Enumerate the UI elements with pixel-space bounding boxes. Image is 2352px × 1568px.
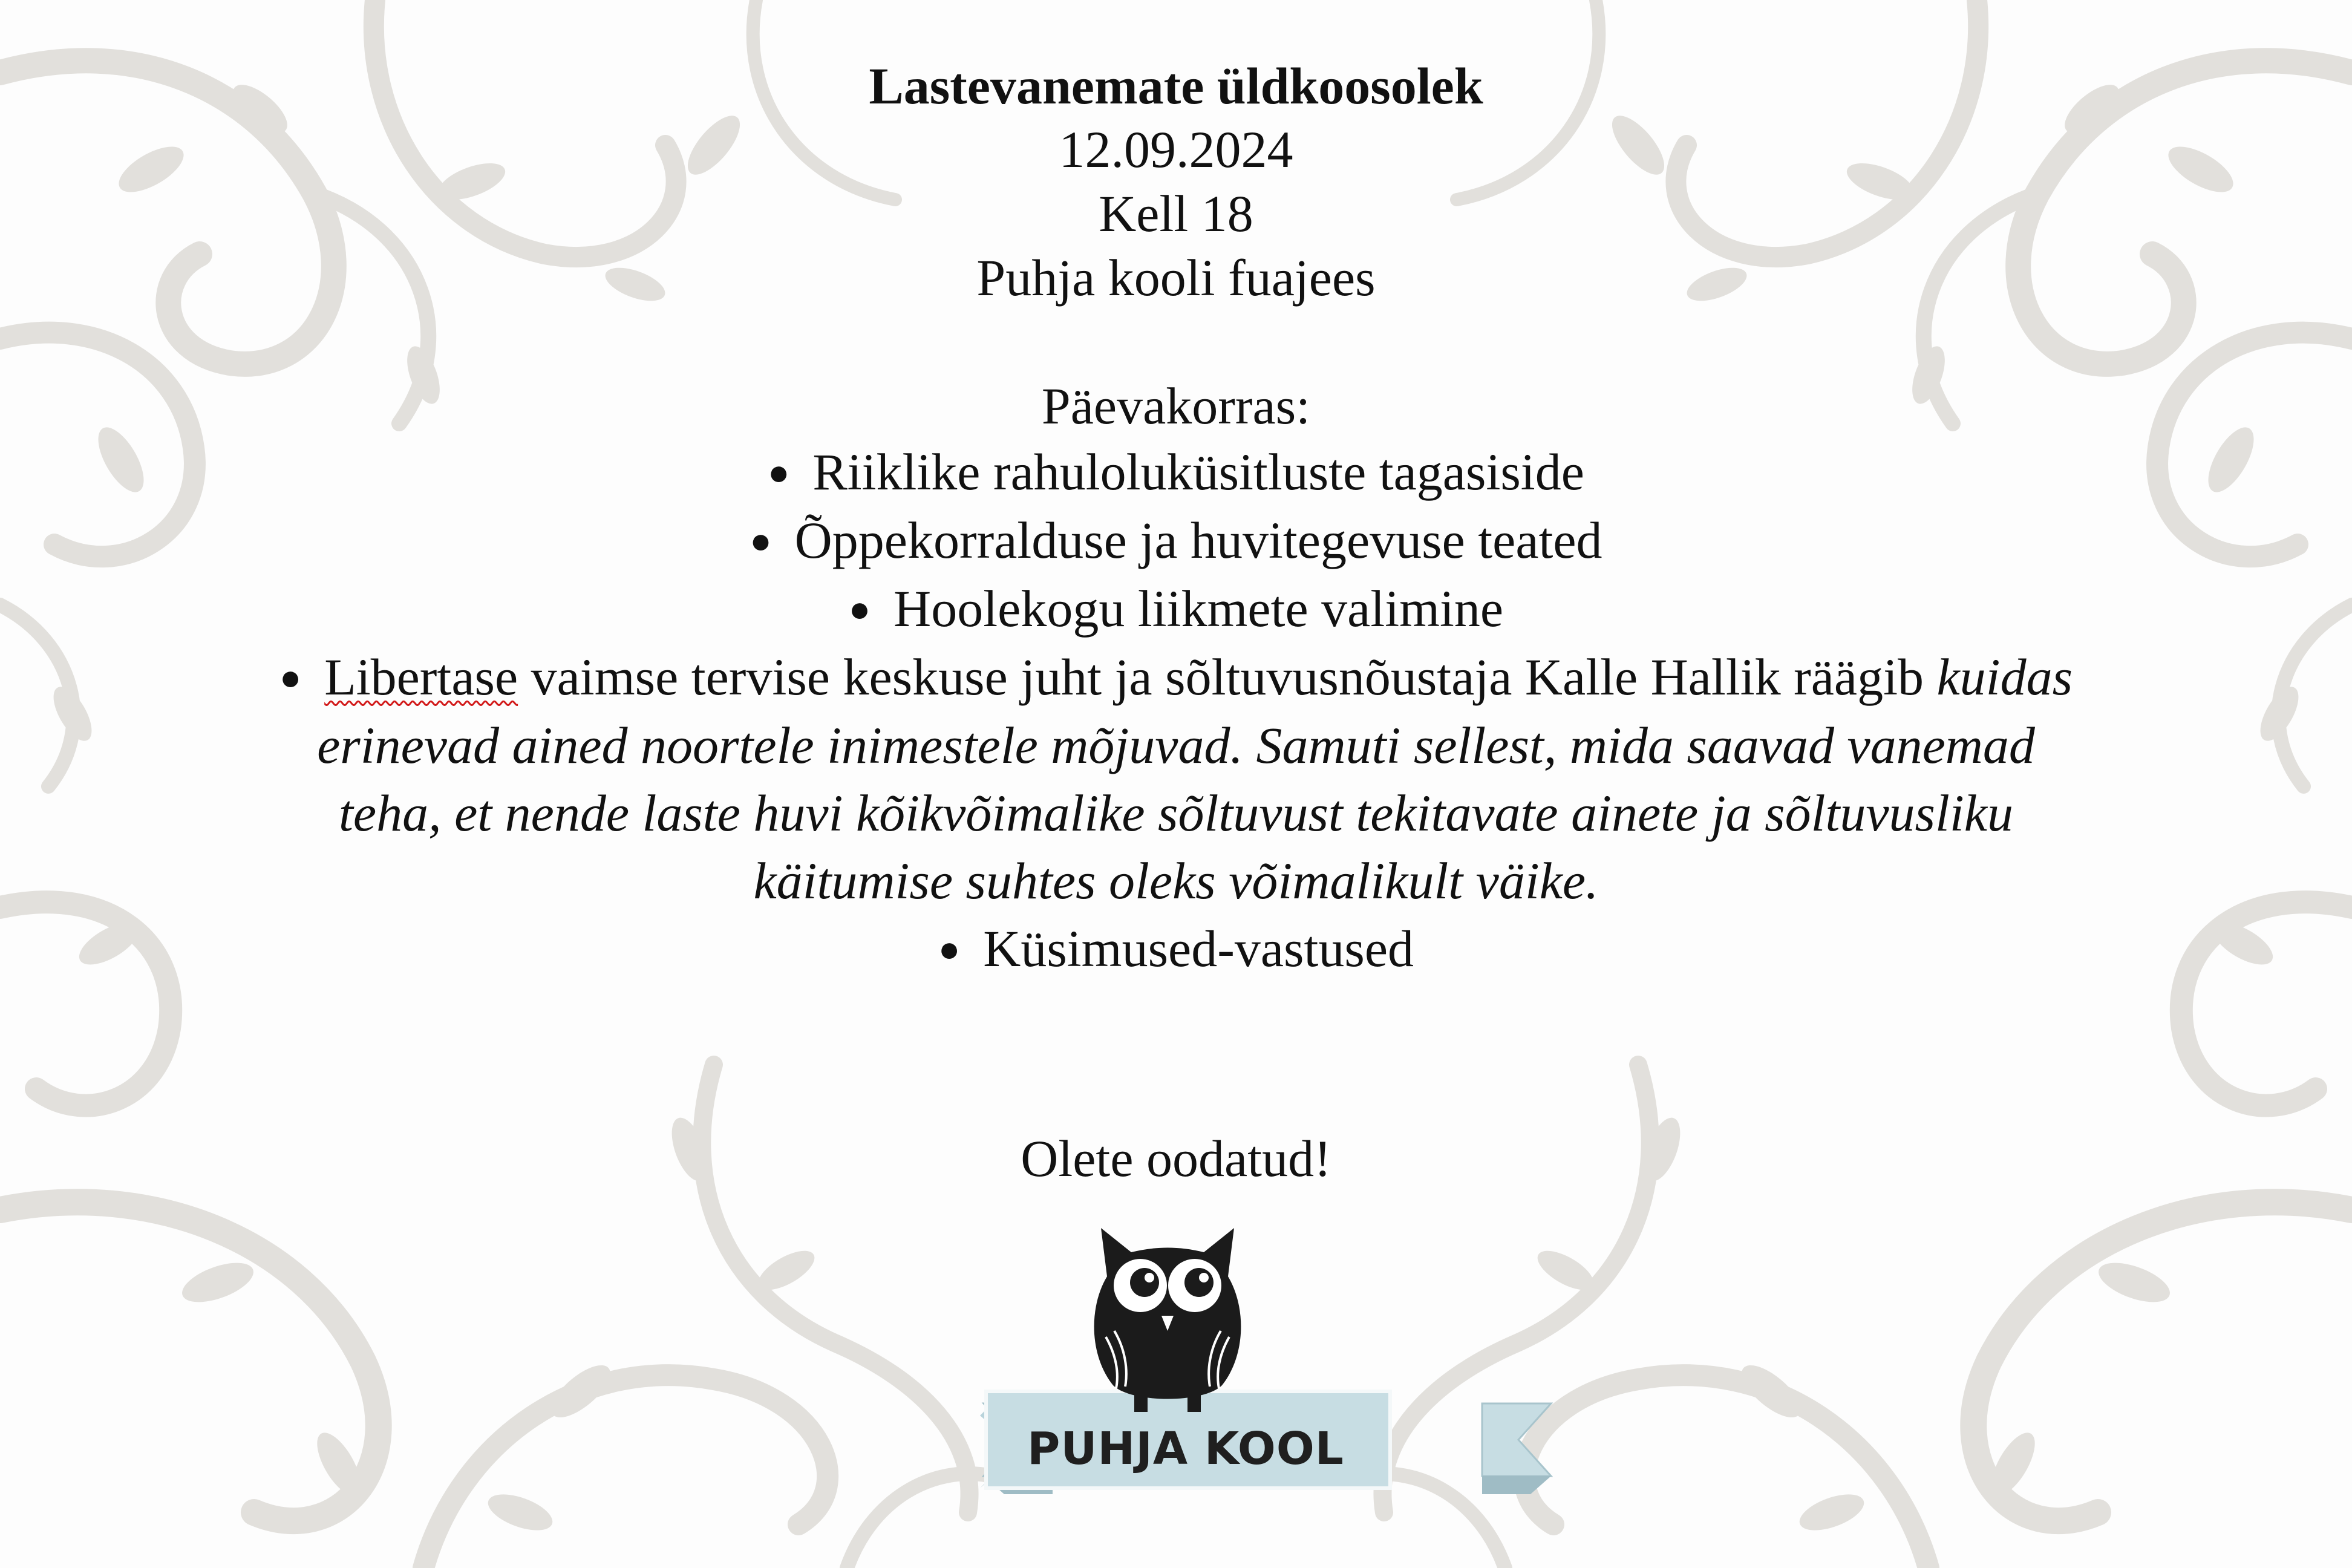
agenda-item (0, 438, 2352, 506)
agenda-item (0, 506, 2352, 575)
owl-icon (1094, 1228, 1241, 1412)
agenda-heading: Päevakorras: (1041, 377, 1311, 435)
bullet-icon: ● (750, 521, 772, 561)
meeting-location: Puhja kooli fuajees (976, 249, 1376, 307)
agenda-item-text: Õppekorralduse ja huvitegevuse teated (794, 511, 1602, 569)
meeting-date: 12.09.2024 (1059, 120, 1293, 178)
agenda-list (0, 438, 2352, 983)
agenda-item-text: Küsimused-vastused (983, 920, 1414, 978)
speaker-topic-description: kuidas erinevad ained noortele inimestele mõjuvad. Samuti sellest, mida saavad vanemad teha, et nende laste huvi kõikvõimalike sõltuvust tekitavate ainete ja sõltuvusliku käitumise suhtes oleks võimalikult väike. (317, 648, 2073, 910)
agenda-item (0, 575, 2352, 643)
agenda-item-text: Riiklike rahuloluküsitluste tagasiside (812, 443, 1584, 501)
closing-line: Olete oodatud! (1021, 1129, 1331, 1187)
agenda-item-text: Hoolekogu liikmete valimine (893, 580, 1504, 638)
agenda-item-speaker (269, 643, 2083, 915)
speaker-intro: vaimse tervise keskuse juht ja sõltuvusnõustaja Kalle Hallik räägib (518, 648, 1924, 706)
school-name-logo-text: PUHJA KOOL (1027, 1423, 1344, 1475)
bullet-icon: ● (768, 452, 790, 492)
meeting-title: Lastevanemate üldkoosolek (869, 57, 1483, 115)
bullet-icon: ● (938, 929, 961, 969)
bullet-icon: ● (848, 589, 871, 629)
speaker-organization: Libertase (324, 648, 518, 706)
invitation-content (0, 54, 2352, 983)
meeting-time: Kell 18 (1099, 185, 1253, 243)
bullet-icon: ● (279, 658, 302, 697)
agenda-item (0, 915, 2352, 983)
